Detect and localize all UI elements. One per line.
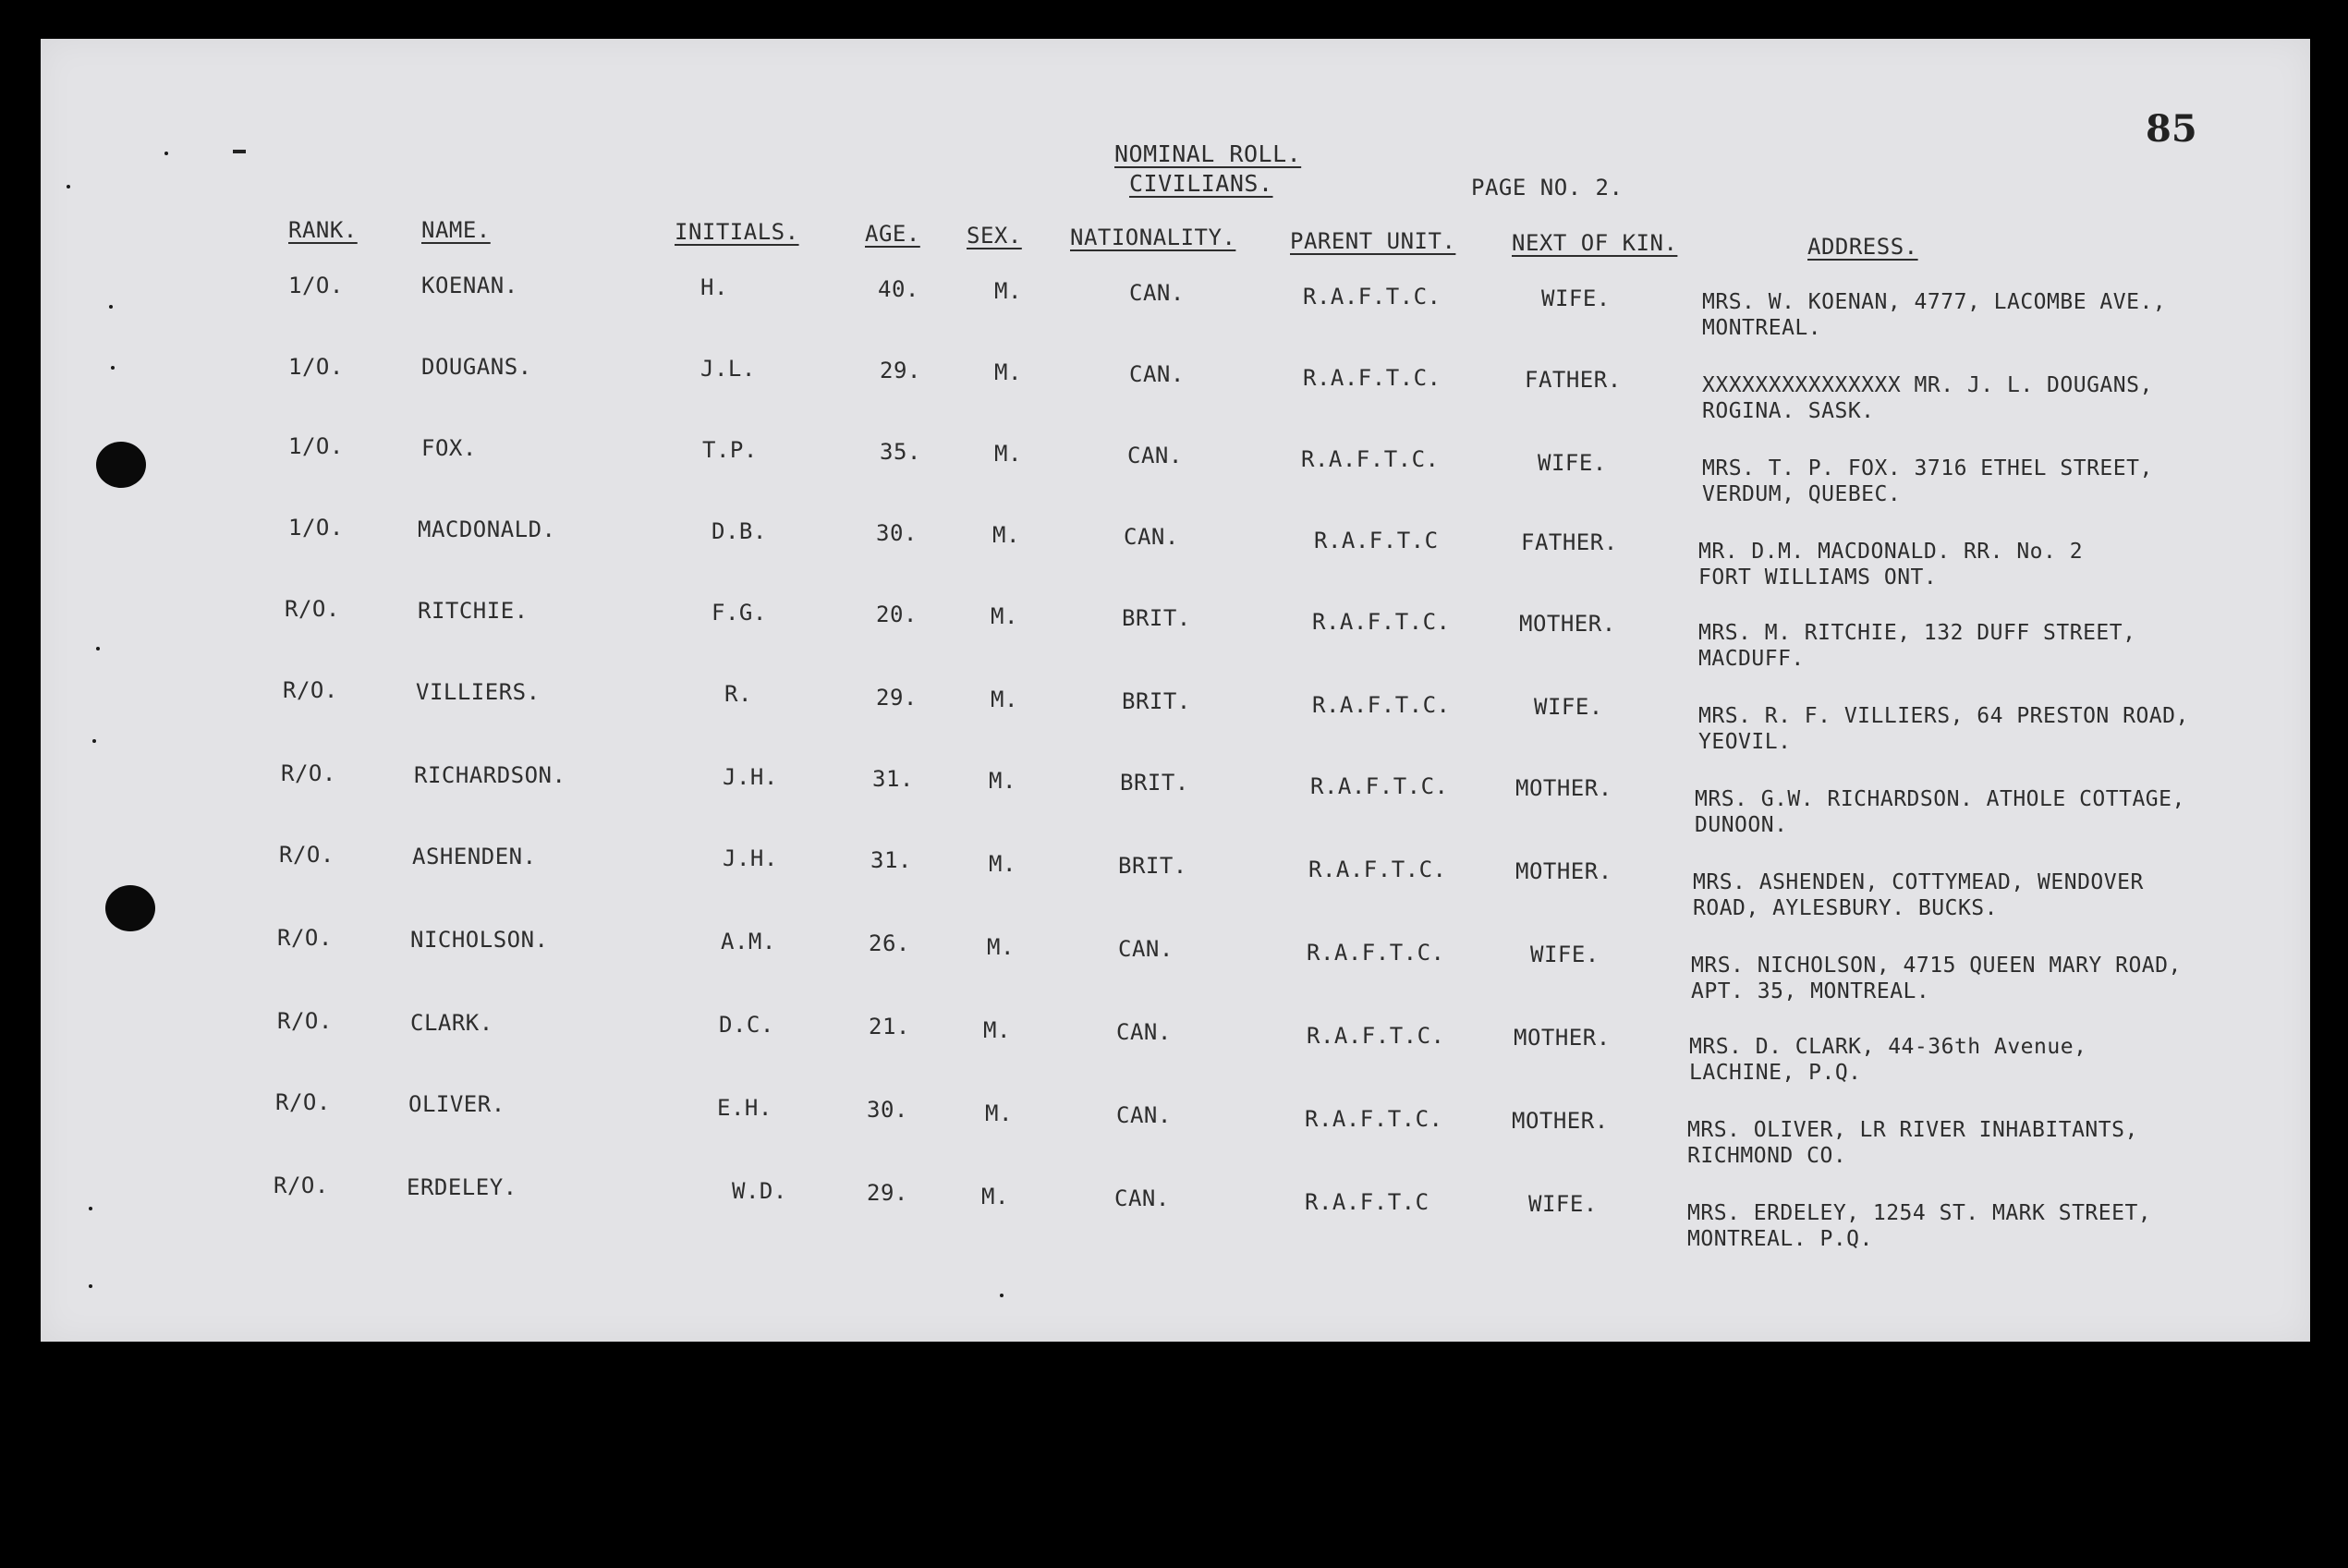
cell-next-of-kin: WIFE. bbox=[1538, 450, 1607, 476]
margin-mark bbox=[111, 366, 115, 370]
cell-nationality: BRIT. bbox=[1122, 605, 1191, 631]
cell-age: 21. bbox=[869, 1014, 910, 1039]
margin-mark bbox=[89, 1207, 92, 1210]
cell-parent-unit: R.A.F.T.C. bbox=[1312, 692, 1451, 718]
document-title: NOMINAL ROLL. bbox=[1114, 140, 1302, 167]
cell-address-line2: APT. 35, MONTREAL. bbox=[1691, 979, 1930, 1003]
cell-rank: 1/O. bbox=[288, 354, 344, 380]
cell-nationality: BRIT. bbox=[1122, 688, 1191, 714]
cell-rank: R/O. bbox=[275, 1089, 331, 1115]
cell-rank: R/O. bbox=[274, 1173, 329, 1198]
cell-next-of-kin: MOTHER. bbox=[1515, 858, 1612, 884]
cell-initials: J.H. bbox=[723, 845, 778, 871]
cell-sex: M. bbox=[992, 522, 1020, 548]
cell-initials: J.L. bbox=[700, 356, 756, 382]
cell-next-of-kin: WIFE. bbox=[1534, 694, 1603, 720]
cell-sex: M. bbox=[983, 1017, 1011, 1043]
cell-address-line2: ROGINA. SASK. bbox=[1702, 399, 1875, 423]
cell-parent-unit: R.A.F.T.C. bbox=[1307, 940, 1445, 966]
cell-sex: M. bbox=[994, 278, 1022, 304]
cell-name: VILLIERS. bbox=[416, 679, 541, 705]
margin-mark bbox=[67, 185, 70, 188]
cell-age: 29. bbox=[880, 358, 921, 383]
cell-name: KOENAN. bbox=[421, 273, 518, 298]
cell-sex: M. bbox=[991, 687, 1018, 712]
cell-rank: 1/O. bbox=[288, 515, 344, 541]
cell-next-of-kin: WIFE. bbox=[1541, 286, 1611, 311]
cell-address-line1: MRS. W. KOENAN, 4777, LACOMBE AVE., bbox=[1702, 290, 2167, 314]
cell-next-of-kin: FATHER. bbox=[1525, 367, 1622, 393]
cell-sex: M. bbox=[989, 768, 1016, 794]
cell-age: 31. bbox=[872, 766, 914, 792]
cell-parent-unit: R.A.F.T.C. bbox=[1308, 857, 1447, 882]
margin-mark bbox=[109, 305, 113, 309]
cell-address-line2: MACDUFF. bbox=[1698, 647, 1805, 671]
cell-nationality: BRIT. bbox=[1118, 853, 1187, 879]
cell-parent-unit: R.A.F.T.C. bbox=[1307, 1023, 1445, 1049]
cell-parent-unit: R.A.F.T.C. bbox=[1310, 773, 1449, 799]
cell-initials: D.B. bbox=[712, 518, 767, 544]
cell-rank: 1/O. bbox=[288, 433, 344, 459]
margin-mark bbox=[96, 647, 100, 650]
col-header-next-of-kin: NEXT OF KIN. bbox=[1512, 230, 1678, 256]
cell-initials: H. bbox=[700, 274, 728, 300]
cell-rank: R/O. bbox=[279, 842, 335, 868]
cell-sex: M. bbox=[991, 603, 1018, 629]
cell-rank: 1/O. bbox=[288, 273, 344, 298]
cell-name: ASHENDEN. bbox=[412, 844, 537, 869]
page-label: PAGE NO. 2. bbox=[1471, 175, 1624, 201]
cell-age: 35. bbox=[880, 439, 921, 465]
cell-name: DOUGANS. bbox=[421, 354, 532, 380]
cell-next-of-kin: MOTHER. bbox=[1514, 1025, 1611, 1051]
cell-address-line1: MRS. D. CLARK, 44-36th Avenue, bbox=[1689, 1035, 2087, 1059]
punch-hole-bottom bbox=[105, 885, 155, 931]
cell-age: 40. bbox=[878, 276, 919, 302]
page-number: 85 bbox=[2146, 107, 2197, 151]
cell-initials: W.D. bbox=[732, 1178, 787, 1204]
cell-initials: T.P. bbox=[702, 437, 758, 463]
cell-address-line1: MRS. ERDELEY, 1254 ST. MARK STREET, bbox=[1687, 1201, 2152, 1225]
cell-nationality: CAN. bbox=[1116, 1102, 1172, 1128]
cell-parent-unit: R.A.F.T.C. bbox=[1305, 1106, 1443, 1132]
margin-mark bbox=[92, 739, 96, 743]
cell-next-of-kin: FATHER. bbox=[1521, 529, 1618, 555]
cell-age: 31. bbox=[870, 847, 912, 873]
col-header-parent-unit: PARENT UNIT. bbox=[1290, 228, 1456, 254]
cell-age: 20. bbox=[876, 602, 918, 627]
cell-initials: E.H. bbox=[717, 1095, 773, 1121]
cell-nationality: CAN. bbox=[1118, 936, 1174, 962]
cell-sex: M. bbox=[985, 1100, 1013, 1126]
cell-initials: F.G. bbox=[712, 600, 767, 626]
margin-mark bbox=[164, 152, 168, 155]
cell-address-line2: RICHMOND CO. bbox=[1687, 1144, 1847, 1168]
cell-rank: R/O. bbox=[283, 677, 338, 703]
cell-address-line1: MRS. ASHENDEN, COTTYMEAD, WENDOVER bbox=[1693, 870, 2144, 894]
cell-address-line2: DUNOON. bbox=[1695, 813, 1788, 837]
cell-sex: M. bbox=[987, 934, 1015, 960]
col-header-initials: INITIALS. bbox=[675, 219, 799, 245]
col-header-address: ADDRESS. bbox=[1807, 234, 1918, 260]
cell-sex: M. bbox=[994, 359, 1022, 385]
cell-address-line2: YEOVIL. bbox=[1698, 730, 1792, 754]
cell-nationality: CAN. bbox=[1129, 280, 1185, 306]
cell-address-line1: XXXXXXXXXXXXXXX MR. J. L. DOUGANS, bbox=[1702, 373, 2153, 397]
cell-address-line2: VERDUM, QUEBEC. bbox=[1702, 482, 1902, 506]
cell-parent-unit: R.A.F.T.C. bbox=[1303, 284, 1442, 310]
cell-address-line2: LACHINE, P.Q. bbox=[1689, 1061, 1862, 1085]
cell-address-line1: MRS. NICHOLSON, 4715 QUEEN MARY ROAD, bbox=[1691, 954, 2182, 978]
margin-mark bbox=[89, 1284, 92, 1288]
cell-address-line1: MRS. T. P. FOX. 3716 ETHEL STREET, bbox=[1702, 456, 2153, 480]
cell-name: ERDELEY. bbox=[407, 1174, 517, 1200]
cell-nationality: CAN. bbox=[1124, 524, 1179, 550]
cell-name: NICHOLSON. bbox=[410, 927, 549, 953]
cell-name: CLARK. bbox=[410, 1010, 493, 1036]
col-header-name: NAME. bbox=[421, 217, 491, 243]
cell-initials: A.M. bbox=[721, 929, 776, 954]
col-header-sex: SEX. bbox=[967, 223, 1022, 249]
cell-next-of-kin: MOTHER. bbox=[1519, 611, 1616, 637]
cell-initials: R. bbox=[724, 681, 752, 707]
cell-nationality: CAN. bbox=[1114, 1185, 1170, 1211]
cell-initials: D.C. bbox=[719, 1012, 774, 1038]
cell-next-of-kin: WIFE. bbox=[1528, 1191, 1598, 1217]
cell-address-line1: MRS. G.W. RICHARDSON. ATHOLE COTTAGE, bbox=[1695, 787, 2185, 811]
cell-next-of-kin: MOTHER. bbox=[1515, 775, 1612, 801]
cell-nationality: BRIT. bbox=[1120, 770, 1189, 796]
cell-parent-unit: R.A.F.T.C bbox=[1314, 528, 1439, 553]
cell-nationality: CAN. bbox=[1127, 443, 1183, 468]
margin-dash bbox=[233, 150, 246, 153]
cell-rank: R/O. bbox=[281, 760, 336, 786]
cell-parent-unit: R.A.F.T.C. bbox=[1312, 609, 1451, 635]
cell-next-of-kin: MOTHER. bbox=[1512, 1108, 1609, 1134]
cell-name: RITCHIE. bbox=[418, 598, 529, 624]
cell-address-line2: MONTREAL. bbox=[1702, 316, 1822, 340]
cell-name: FOX. bbox=[421, 435, 477, 461]
col-header-age: AGE. bbox=[865, 221, 920, 247]
cell-nationality: CAN. bbox=[1129, 361, 1185, 387]
cell-address-line1: MRS. M. RITCHIE, 132 DUFF STREET, bbox=[1698, 621, 2136, 645]
cell-address-line1: MRS. R. F. VILLIERS, 64 PRESTON ROAD, bbox=[1698, 704, 2189, 728]
cell-age: 29. bbox=[867, 1180, 908, 1206]
cell-address-line1: MRS. OLIVER, LR RIVER INHABITANTS, bbox=[1687, 1118, 2138, 1142]
cell-sex: M. bbox=[981, 1184, 1009, 1209]
cell-age: 29. bbox=[876, 685, 918, 711]
cell-name: OLIVER. bbox=[408, 1091, 505, 1117]
cell-sex: M. bbox=[994, 441, 1022, 467]
margin-mark bbox=[1000, 1294, 1004, 1297]
cell-parent-unit: R.A.F.T.C. bbox=[1303, 365, 1442, 391]
cell-age: 30. bbox=[876, 520, 918, 546]
cell-next-of-kin: WIFE. bbox=[1530, 942, 1600, 967]
cell-name: MACDONALD. bbox=[418, 517, 556, 542]
cell-rank: R/O. bbox=[285, 596, 340, 622]
cell-initials: J.H. bbox=[723, 764, 778, 790]
cell-address-line2: FORT WILLIAMS ONT. bbox=[1698, 565, 1938, 590]
cell-rank: R/O. bbox=[277, 1008, 333, 1034]
cell-address-line1: MR. D.M. MACDONALD. RR. No. 2 bbox=[1698, 540, 2084, 564]
cell-rank: R/O. bbox=[277, 925, 333, 951]
punch-hole-top bbox=[96, 442, 146, 488]
cell-age: 26. bbox=[869, 930, 910, 956]
cell-sex: M. bbox=[989, 851, 1016, 877]
cell-name: RICHARDSON. bbox=[414, 762, 566, 788]
cell-parent-unit: R.A.F.T.C bbox=[1305, 1189, 1429, 1215]
cell-nationality: CAN. bbox=[1116, 1019, 1172, 1045]
document-subtitle: CIVILIANS. bbox=[1129, 170, 1273, 197]
col-header-nationality: NATIONALITY. bbox=[1070, 225, 1236, 250]
cell-address-line2: ROAD, AYLESBURY. BUCKS. bbox=[1693, 896, 1998, 920]
cell-address-line2: MONTREAL. P.Q. bbox=[1687, 1227, 1873, 1251]
cell-age: 30. bbox=[867, 1097, 908, 1123]
col-header-rank: RANK. bbox=[288, 217, 358, 243]
cell-parent-unit: R.A.F.T.C. bbox=[1301, 446, 1440, 472]
